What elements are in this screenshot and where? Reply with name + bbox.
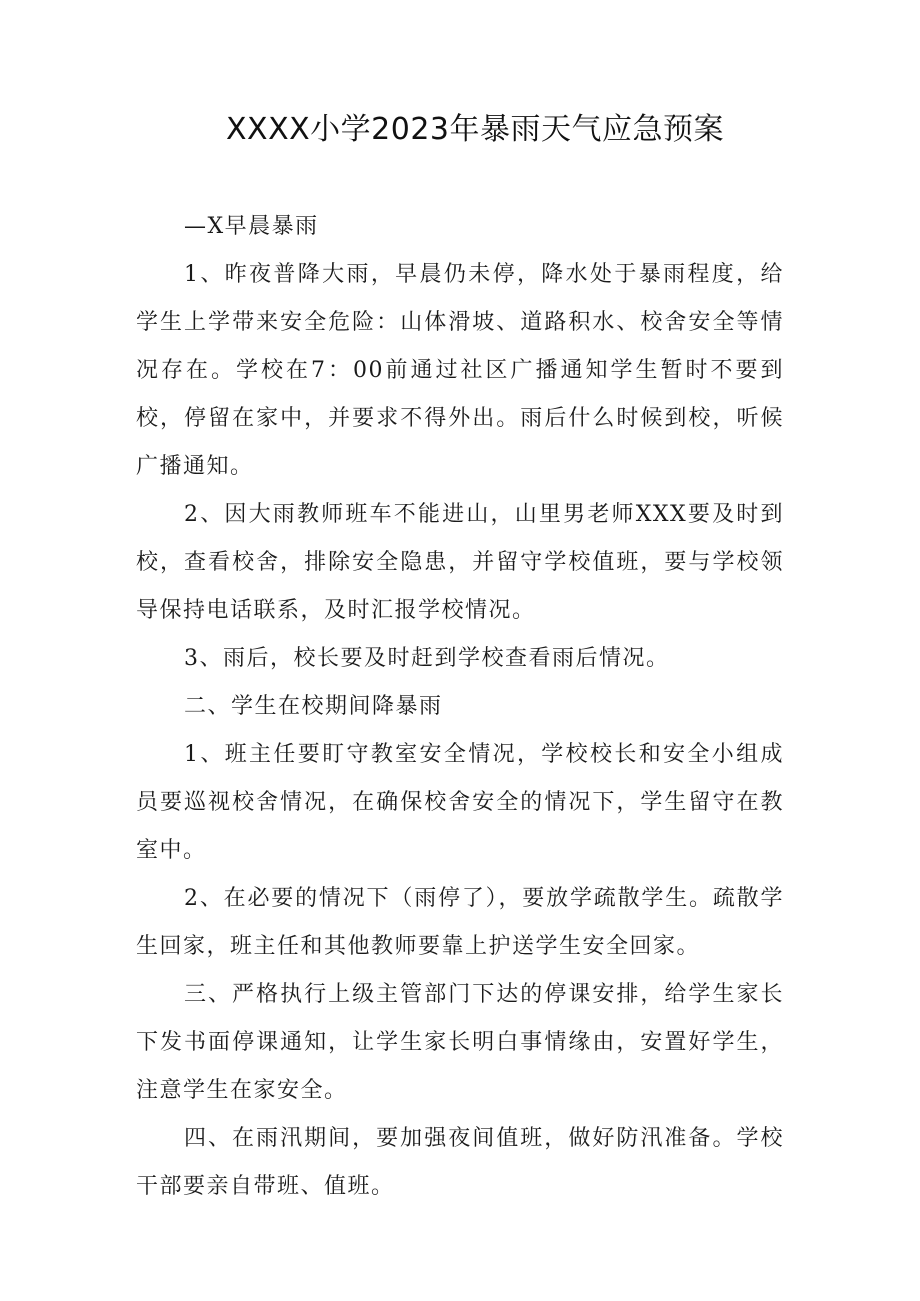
section-heading-morning-rain: —X早晨暴雨 xyxy=(184,214,319,239)
paragraph-item: 3、雨后，校长要及时赶到学校查看雨后情况。 xyxy=(184,646,670,671)
section-heading-in-school-rain: 二、学生在校期间降暴雨 xyxy=(184,694,443,719)
paragraph-item: 1、班主任要盯守教室安全情况，学校校长和安全小组成员要巡视校舍情况，在确保校舍安全的情况下，学生留守在教室中。 xyxy=(136,742,784,863)
section-paragraph-three: 三、严格执行上级主管部门下达的停课安排，给学生家长下发书面停课通知，让学生家长明白事情缘由，安置好学生，注意学生在家安全。 xyxy=(136,982,784,1103)
section-paragraph-four: 四、在雨汛期间，要加强夜间值班，做好防汛准备。学校干部要亲自带班、值班。 xyxy=(136,1126,784,1199)
paragraph-item: 2、在必要的情况下（雨停了），要放学疏散学生。疏散学生回家，班主任和其他教师要靠上护送学生安全回家。 xyxy=(136,886,784,959)
paragraph-item: 2、因大雨教师班车不能进山，山里男老师XXX要及时到校，查看校舍，排除安全隐患，并留守学校值班，要与学校领导保持电话联系，及时汇报学校情况。 xyxy=(136,502,784,623)
paragraph-item: 1、昨夜普降大雨，早晨仍未停，降水处于暴雨程度，给学生上学带来安全危险：山体滑坡、道路积水、校舍安全等情况存在。学校在7：00前通过社区广播通知学生暂时不要到校，停留在家中，并要求不得外出。雨后什么时候到校，听候广播通知。 xyxy=(136,262,784,479)
document-title: XXXX小学2023年暴雨天气应急预案 xyxy=(225,112,725,147)
document-body xyxy=(136,203,784,1211)
